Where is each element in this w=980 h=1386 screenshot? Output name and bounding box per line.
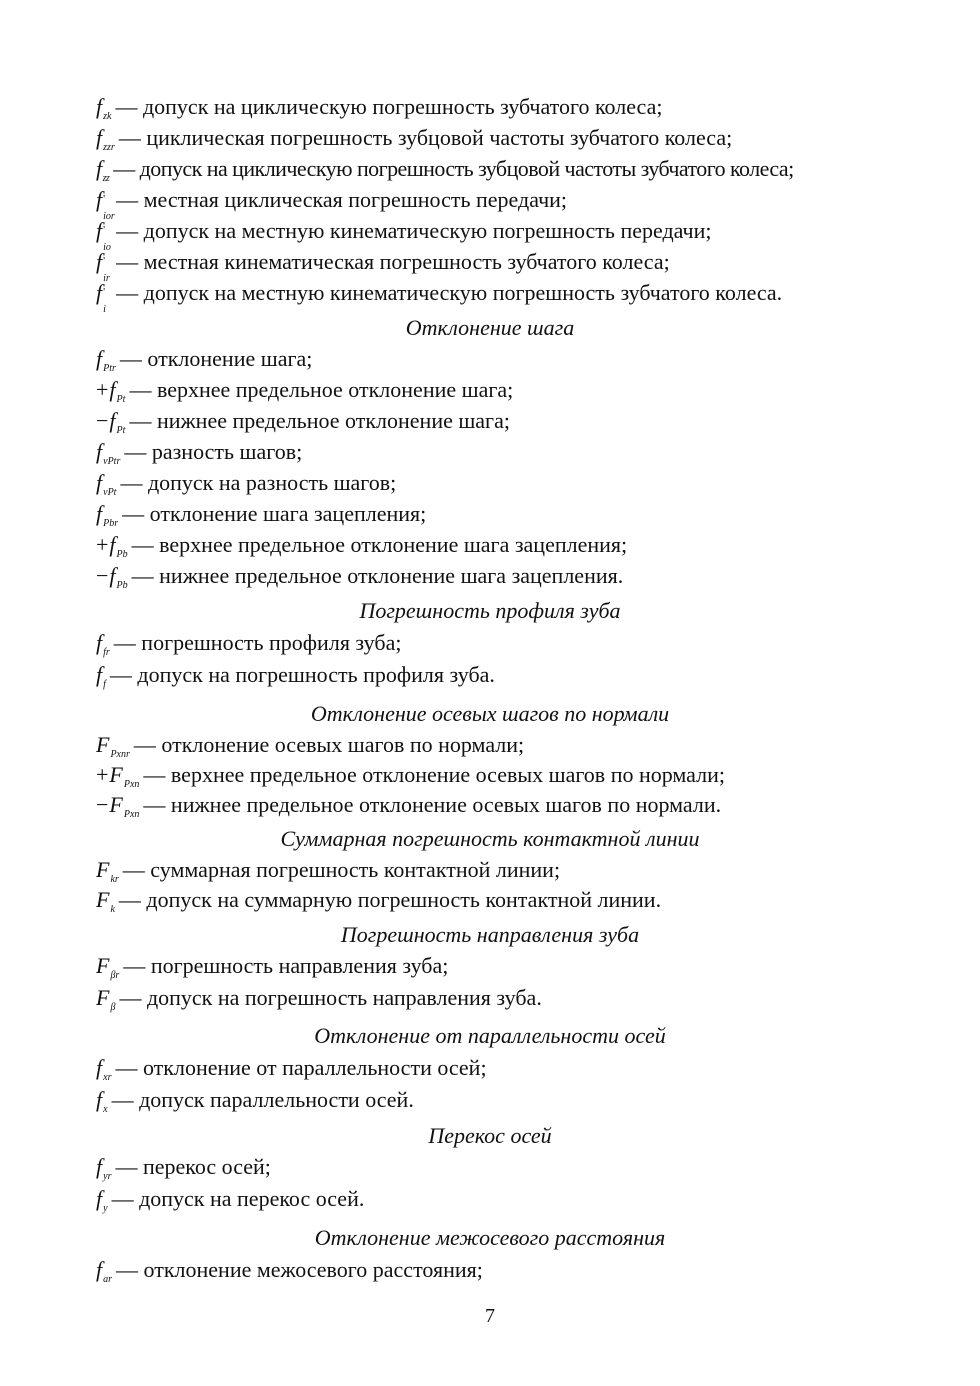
definition-text: — верхнее предельное отклонение шага зацепления; <box>131 532 628 557</box>
definition-text: — местная циклическая погрешность передачи; <box>116 187 568 212</box>
symbol-subscript: vPt <box>103 487 117 498</box>
definition-text: — допуск на местную кинематическую погрешность передачи; <box>116 218 712 243</box>
symbol-subscript: Pxn <box>123 809 140 820</box>
definition-text: — погрешность направления зуба; <box>123 953 449 978</box>
sign: + <box>96 377 109 402</box>
symbol-subscript: k <box>110 904 115 915</box>
sign: − <box>96 563 109 588</box>
symbol: f <box>109 377 116 402</box>
definition-line <box>96 984 920 1022</box>
symbol-indices <box>102 286 112 315</box>
section-heading: Погрешность направления зуба <box>340 922 640 947</box>
symbol: f <box>96 1087 103 1112</box>
symbol: F <box>109 792 123 817</box>
symbol: f <box>96 1154 103 1179</box>
symbol: f <box>96 1186 103 1211</box>
symbol-subscript: zk <box>103 111 112 122</box>
symbol: f <box>96 218 103 243</box>
symbol-subscript: y <box>103 1203 108 1214</box>
definition-line <box>96 279 920 315</box>
symbol: f <box>96 630 103 655</box>
section-heading: Суммарная погрешность контактной линии <box>280 826 700 851</box>
definition-line <box>96 1086 920 1124</box>
section-heading: Отклонение осевых шагов по нормали <box>310 701 670 726</box>
symbol: f <box>109 563 116 588</box>
definition-line <box>96 791 920 829</box>
definition-text: — допуск на разность шагов; <box>120 470 397 495</box>
section-heading: Отклонение от параллельности осей <box>314 1023 666 1048</box>
definition-text: — перекос осей; <box>115 1154 271 1179</box>
symbol-subscript: io <box>103 242 111 253</box>
definition-text: — погрешность профиля зуба; <box>113 630 402 655</box>
definition-text: — нижнее предельное отклонение шага; <box>129 408 510 433</box>
symbol-subscript: ior <box>103 211 115 222</box>
sign: − <box>96 408 109 433</box>
symbol-subscript: x <box>103 1104 108 1115</box>
symbol-subscript: kr <box>110 874 119 885</box>
definition-text: — местная кинематическая погрешность зубчатого колеса; <box>116 249 670 274</box>
symbol-subscript: zz <box>102 173 110 184</box>
symbol: F <box>109 762 123 787</box>
symbol-subscript: yr <box>103 1171 112 1182</box>
definition-line <box>96 248 920 284</box>
definition-text: — верхнее предельное отклонение шага; <box>129 377 514 402</box>
symbol: f <box>96 156 102 181</box>
definition-text: — суммарная погрешность контактной линии; <box>122 857 561 882</box>
symbol-subscript: vPtr <box>103 456 121 467</box>
symbol: f <box>96 346 103 371</box>
symbol-indices <box>102 255 112 284</box>
symbol-prime: ' <box>103 193 106 205</box>
symbol: f <box>96 439 103 464</box>
definition-text: — отклонение от параллельности осей; <box>115 1055 487 1080</box>
symbol-subscript: Pb <box>116 549 128 560</box>
symbol-prime: ' <box>103 224 106 236</box>
sign: + <box>96 762 109 787</box>
symbol: F <box>96 887 110 912</box>
symbol-subscript: ir <box>103 273 110 284</box>
definition-text: — циклическая погрешность зубцовой частоты зубчатого колеса; <box>118 125 733 150</box>
definition-text: — нижнее предельное отклонение шага зацепления. <box>131 563 624 588</box>
symbol-subscript: Pxnr <box>110 749 130 760</box>
symbol-subscript: Pt <box>116 425 126 436</box>
definition-line <box>96 562 920 600</box>
symbol-subscript: f <box>103 679 106 690</box>
symbol-subscript: Pt <box>116 394 126 405</box>
symbol: F <box>96 985 110 1010</box>
definition-text: — нижнее предельное отклонение осевых шагов по нормали. <box>143 792 722 817</box>
symbol-subscript: Pb <box>116 580 128 591</box>
symbol: F <box>96 857 110 882</box>
symbol-subscript: βr <box>110 970 120 981</box>
definition-text: — отклонение шага; <box>119 346 313 371</box>
symbol-subscript: fr <box>103 647 110 658</box>
symbol: f <box>96 1257 103 1282</box>
definition-line <box>96 886 920 924</box>
symbol-subscript: zzr <box>103 142 115 153</box>
symbol: f <box>109 532 116 557</box>
symbol: f <box>96 662 103 687</box>
definition-text: — верхнее предельное отклонение осевых шагов по нормали; <box>143 762 726 787</box>
symbol: f <box>96 249 103 274</box>
symbol: f <box>96 125 103 150</box>
symbol: f <box>96 187 103 212</box>
definition-text: — допуск на суммарную погрешность контактной линии. <box>118 887 662 912</box>
definition-text: — отклонение осевых шагов по нормали; <box>133 732 525 757</box>
definition-text: — разность шагов; <box>124 439 303 464</box>
definition-line <box>96 1256 920 1294</box>
symbol: F <box>96 732 110 757</box>
page-number: 7 <box>485 1305 495 1327</box>
symbol-subscript: Pxn <box>123 779 140 790</box>
definition-text: — допуск параллельности осей. <box>111 1087 414 1112</box>
definition-line <box>96 661 920 699</box>
symbol-subscript: xr <box>103 1072 112 1083</box>
symbol-subscript: β <box>110 1002 116 1013</box>
symbol-prime: ' <box>103 255 106 267</box>
definition-line <box>96 186 920 222</box>
symbol-indices <box>102 224 112 253</box>
definition-text: — отклонение межосевого расстояния; <box>116 1257 483 1282</box>
definition-text: — отклонение шага зацепления; <box>122 501 427 526</box>
sign: − <box>96 792 109 817</box>
symbol-subscript: i <box>103 304 106 315</box>
symbol-prime: ' <box>103 286 106 298</box>
symbol-indices <box>102 193 115 222</box>
section-heading: Погрешность профиля зуба <box>359 598 621 623</box>
section-heading: Перекос осей <box>428 1123 552 1148</box>
definition-line <box>96 1185 920 1223</box>
symbol: f <box>96 501 103 526</box>
definition-text: — допуск на циклическую погрешность зубцовой частоты зубчатого колеса; <box>113 156 794 181</box>
definition-text: — допуск на погрешность профиля зуба. <box>109 662 495 687</box>
symbol: f <box>96 94 103 119</box>
symbol: f <box>109 408 116 433</box>
definition-text: — допуск на циклическую погрешность зубчатого колеса; <box>115 94 663 119</box>
symbol: f <box>96 280 103 305</box>
sign: + <box>96 532 109 557</box>
section-heading: Отклонение шага <box>405 315 575 340</box>
symbol: f <box>96 1055 103 1080</box>
section-heading: Отклонение межосевого расстояния <box>314 1225 666 1250</box>
symbol: f <box>96 470 103 495</box>
symbol: F <box>96 953 110 978</box>
definition-line <box>96 217 920 253</box>
definition-text: — допуск на местную кинематическую погрешность зубчатого колеса. <box>116 280 783 305</box>
definition-text: — допуск на погрешность направления зуба. <box>119 985 542 1010</box>
symbol-subscript: Ptr <box>103 363 116 374</box>
definition-text: — допуск на перекос осей. <box>111 1186 365 1211</box>
symbol-subscript: ar <box>103 1274 113 1285</box>
symbol-subscript: Pbr <box>103 518 119 529</box>
